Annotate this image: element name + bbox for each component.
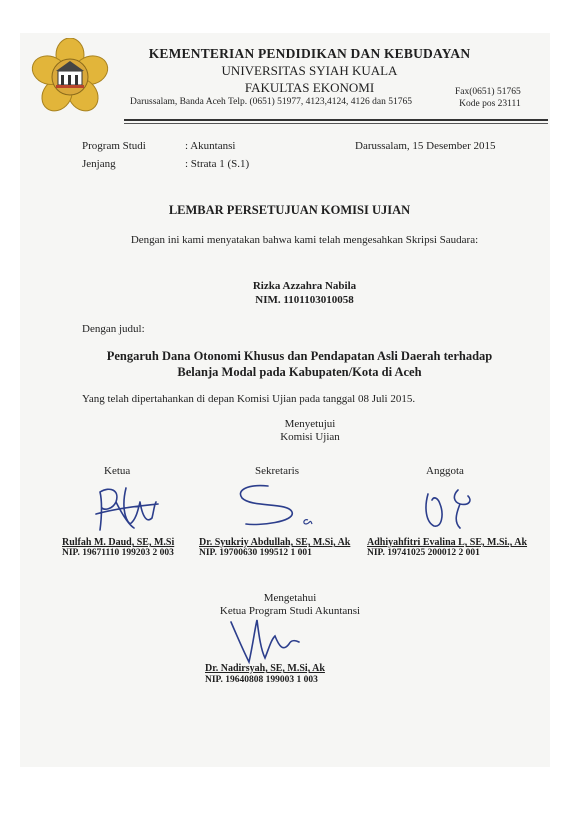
kaprodi-nip: NIP. 19640808 199003 1 003: [205, 675, 318, 685]
acknowledged-line1: Mengetahui: [263, 592, 317, 604]
signature-ketua: [88, 480, 168, 540]
student-nim: NIM. 1101103010058: [255, 294, 354, 306]
intro-text: Dengan ini kami menyatakan bahwa kami telah mengesahkan Skripsi Saudara:: [130, 234, 479, 246]
ketua-name: Rulfah M. Daud, SE, M.Si: [62, 537, 175, 548]
student-name: Rizka Azzahra Nabila: [252, 280, 357, 292]
page-title: LEMBAR PERSETUJUAN KOMISI UJIAN: [168, 203, 411, 217]
fax-postcode: [455, 86, 521, 110]
ketua-nip: NIP. 19671110 199203 2 003: [62, 548, 174, 558]
thesis-title-line2: Belanja Modal pada Kabupaten/Kota di Aceh: [177, 365, 422, 379]
signature-sekretaris: [228, 478, 338, 538]
thesis-title-line1: Pengaruh Dana Otonomi Khusus dan Pendapatan Asli Daerah terhadap: [106, 349, 493, 363]
approval-line2: Komisi Ujian: [280, 431, 340, 443]
defended-text: Yang telah dipertahankan di depan Komisi Ujian pada tanggal 08 Juli 2015.: [82, 393, 416, 405]
sekretaris-name: Dr. Syukriy Abdullah, SE, M.Si, Ak: [199, 537, 351, 548]
ministry-heading: KEMENTERIAN PENDIDIKAN DAN KEBUDAYAN: [148, 46, 471, 61]
university-name: UNIVERSITAS SYIAH KUALA: [221, 63, 398, 78]
role-sekretaris: Sekretaris: [255, 465, 299, 477]
jenjang-label: Jenjang: [82, 158, 116, 170]
postcode: Kode pos 23111: [459, 99, 521, 109]
prodi-value: : Akuntansi: [185, 140, 236, 152]
fax-number: Fax(0651) 51765: [455, 87, 521, 97]
anggota-name: Adhiyahfitri Evalina L, SE, M.Si., Ak: [367, 537, 528, 548]
role-anggota: Anggota: [426, 465, 464, 477]
role-ketua: Ketua: [104, 465, 131, 477]
jenjang-value: : Strata 1 (S.1): [185, 158, 250, 170]
letterhead-rule-thin: [124, 123, 548, 124]
faculty-name: FAKULTAS EKONOMI: [244, 80, 375, 95]
acknowledged-line2: Ketua Program Studi Akuntansi: [219, 605, 361, 617]
anggota-nip: NIP. 19741025 200012 2 001: [367, 548, 480, 558]
signature-kaprodi: [225, 614, 315, 666]
kaprodi-name: Dr. Nadirsyah, SE, M.Si, Ak: [205, 663, 325, 674]
letter-date: Darussalam, 15 Desember 2015: [355, 140, 496, 152]
address-line: Darussalam, Banda Aceh Telp. (0651) 51977, 4123,4124, 4126 dan 51765: [130, 97, 413, 107]
sekretaris-nip: NIP. 19700630 199512 1 001: [199, 548, 312, 558]
prodi-label: Program Studi: [82, 140, 146, 152]
letterhead-rule: [124, 119, 548, 121]
approval-line1: Menyetujui: [284, 418, 336, 430]
judul-label: Dengan judul:: [82, 323, 145, 335]
signature-anggota: [410, 480, 500, 540]
